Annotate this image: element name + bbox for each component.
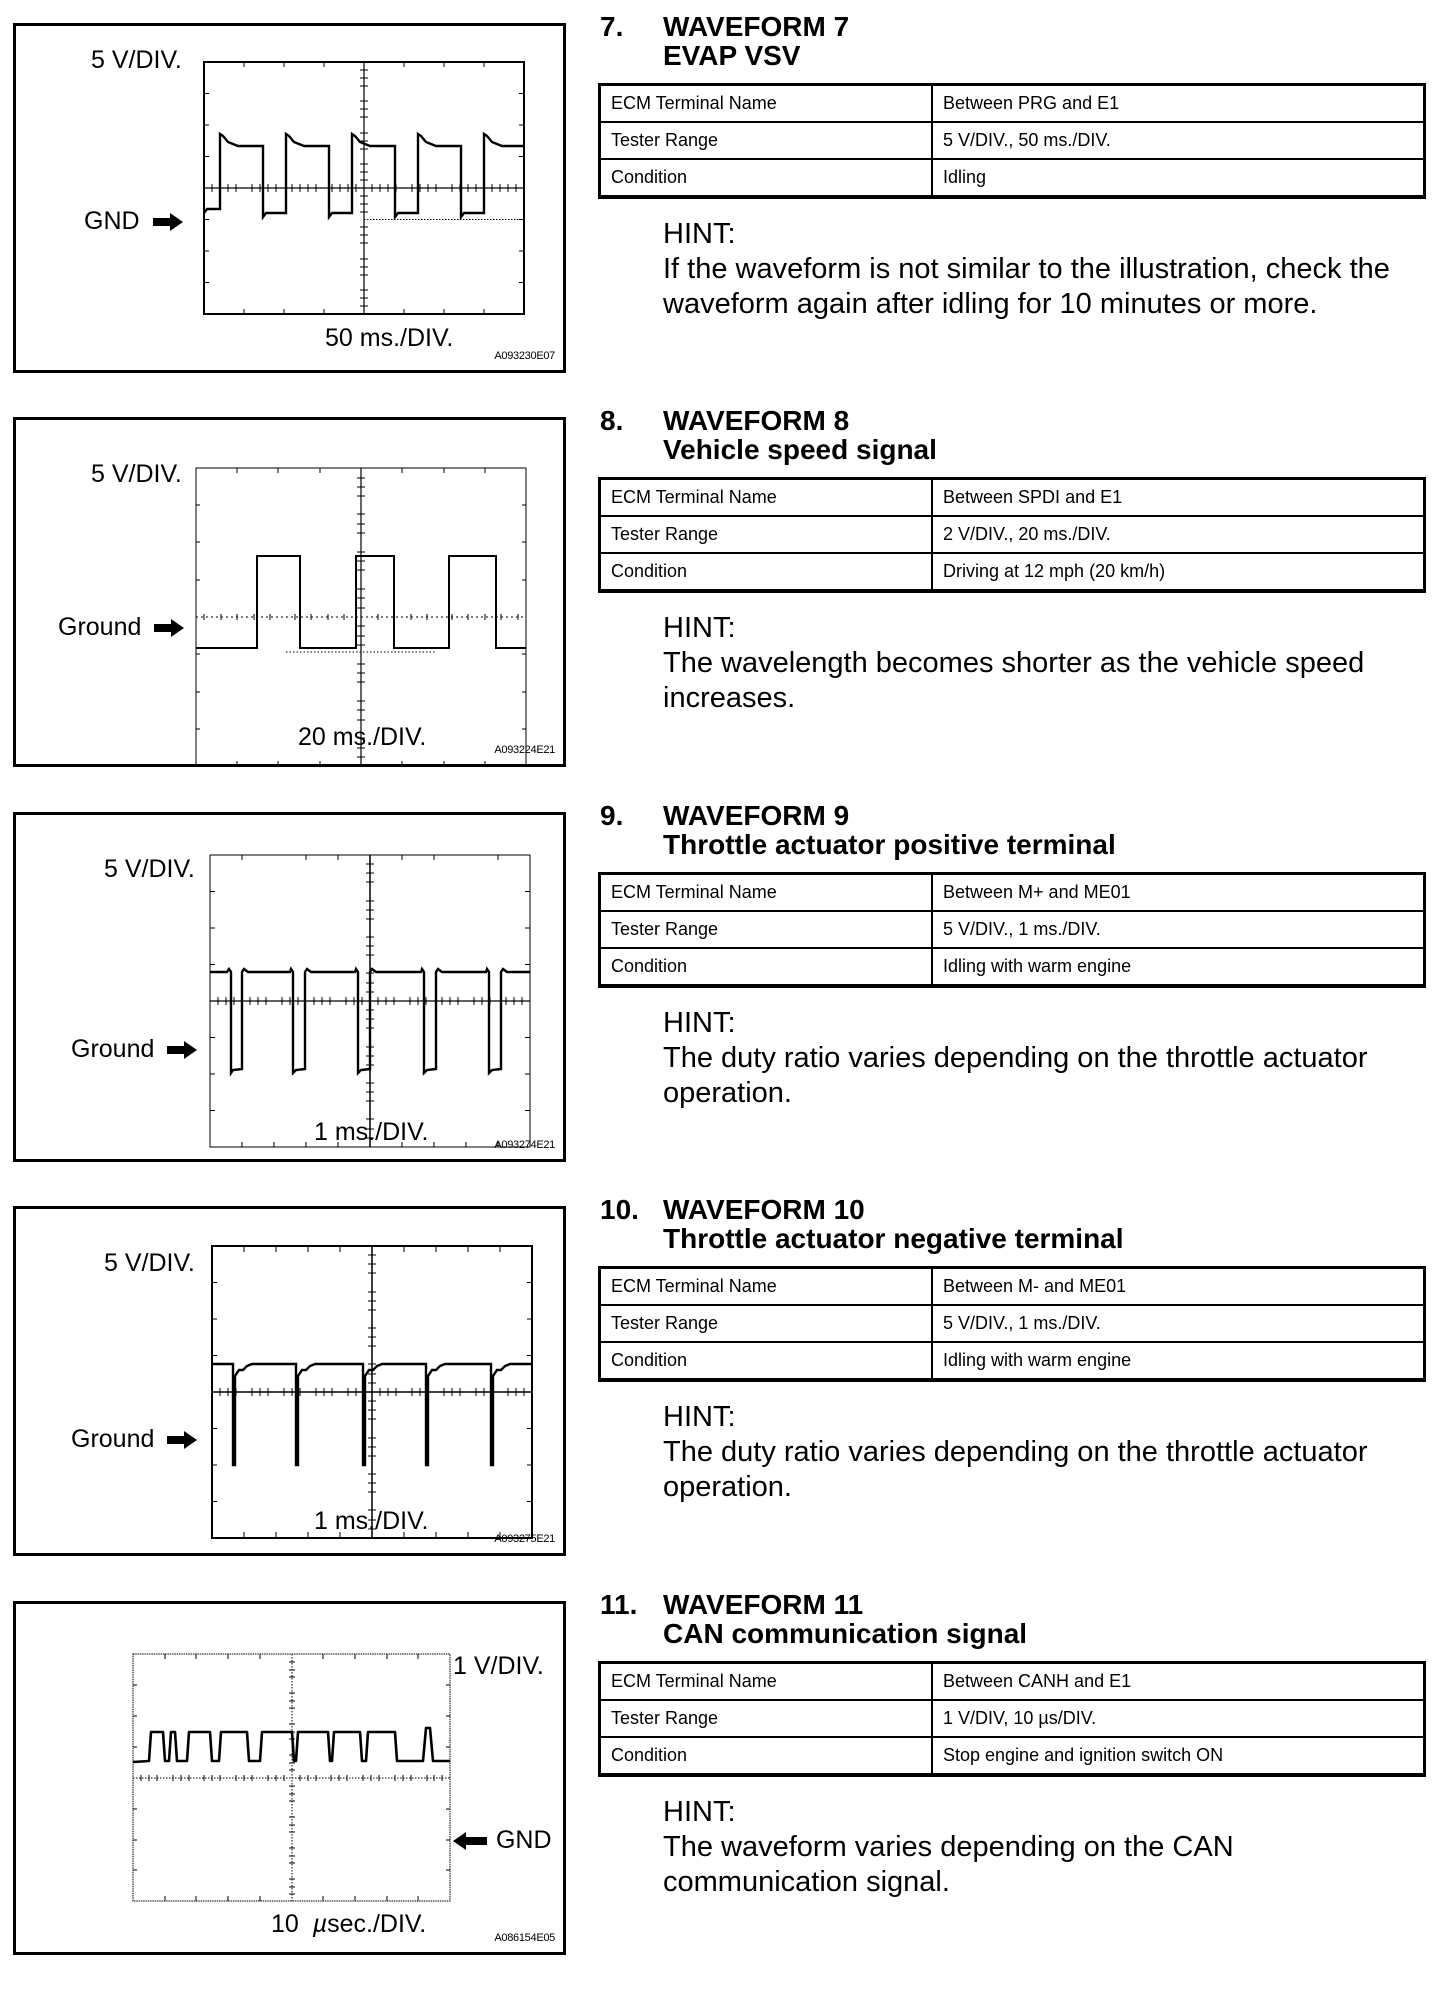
row-label: ECM Terminal Name xyxy=(600,479,933,517)
row-value: Between SPDI and E1 xyxy=(932,479,1425,517)
section-number: 7. xyxy=(600,11,624,42)
row-label: Tester Range xyxy=(600,1700,933,1737)
table-row xyxy=(600,159,1425,197)
ground-label-text: Ground xyxy=(71,1425,155,1453)
row-label: Tester Range xyxy=(600,122,933,159)
oscilloscope-plot xyxy=(203,61,525,315)
ground-label xyxy=(453,1828,552,1853)
figure-waveform-9 xyxy=(13,812,566,1162)
arrow-left-icon xyxy=(453,1832,487,1850)
section-subtitle: CAN communication signal xyxy=(663,1618,1028,1649)
ground-label xyxy=(71,1037,197,1062)
row-label: Condition xyxy=(600,1737,933,1775)
hint-label: HINT: xyxy=(663,612,736,644)
row-value: Between M+ and ME01 xyxy=(932,874,1425,912)
row-label: Condition xyxy=(600,1342,933,1380)
hint-block xyxy=(663,217,1423,322)
row-value: Between CANH and E1 xyxy=(932,1663,1425,1701)
ground-label xyxy=(71,1427,197,1452)
section-waveform-11 xyxy=(598,1589,1428,1898)
row-value: 5 V/DIV., 1 ms./DIV. xyxy=(932,911,1425,948)
section-subtitle: Throttle actuator negative terminal xyxy=(663,1223,1124,1254)
row-value: Idling with warm engine xyxy=(932,1342,1425,1380)
row-label: Tester Range xyxy=(600,516,933,553)
table-row xyxy=(600,1663,1425,1701)
section-title: WAVEFORM 9 xyxy=(663,800,850,831)
section-number: 11. xyxy=(600,1589,638,1620)
figure-code: A086154E05 xyxy=(494,1932,555,1944)
table-row xyxy=(600,1342,1425,1380)
ground-label-text: Ground xyxy=(71,1035,155,1063)
time-per-div-label: 20 ms./DIV. xyxy=(298,723,427,751)
volts-per-div-label: 5 V/DIV. xyxy=(91,46,182,74)
figure-code: A093224E21 xyxy=(494,744,555,756)
time-per-div-label xyxy=(271,1912,426,1937)
hint-text: The duty ratio varies depending on the throttle actuator operation. xyxy=(663,1042,1368,1109)
time-per-div-label: 1 ms./DIV. xyxy=(314,1118,429,1146)
row-value: Between M- and ME01 xyxy=(932,1268,1425,1306)
table-row xyxy=(600,1305,1425,1342)
oscilloscope-plot xyxy=(209,854,531,1148)
time-per-div-label: 50 ms./DIV. xyxy=(325,324,454,352)
section-subtitle: Vehicle speed signal xyxy=(663,434,937,465)
row-label: Tester Range xyxy=(600,1305,933,1342)
section-title: WAVEFORM 7 xyxy=(663,11,850,42)
figure-code: A093230E07 xyxy=(494,350,555,362)
row-value: Idling xyxy=(932,159,1425,197)
figure-code: A093274E21 xyxy=(494,1139,555,1151)
table-row xyxy=(600,85,1425,123)
row-label: Condition xyxy=(600,553,933,591)
row-label: Tester Range xyxy=(600,911,933,948)
mu-symbol: µ xyxy=(312,1910,328,1938)
hint-label: HINT: xyxy=(663,218,736,250)
figure-waveform-10 xyxy=(13,1206,566,1556)
spec-table xyxy=(598,1661,1426,1777)
table-row xyxy=(600,553,1425,591)
hint-label: HINT: xyxy=(663,1007,736,1039)
section-title: WAVEFORM 8 xyxy=(663,405,850,436)
row-label: Condition xyxy=(600,159,933,197)
table-row xyxy=(600,911,1425,948)
arrow-right-icon xyxy=(154,619,184,637)
row-value: 1 V/DIV, 10 µs/DIV. xyxy=(932,1700,1425,1737)
ground-label xyxy=(58,615,184,640)
row-label: ECM Terminal Name xyxy=(600,1663,933,1701)
table-row xyxy=(600,874,1425,912)
row-value: Between PRG and E1 xyxy=(932,85,1425,123)
row-value: 5 V/DIV., 50 ms./DIV. xyxy=(932,122,1425,159)
section-waveform-8 xyxy=(598,405,1428,714)
row-label: ECM Terminal Name xyxy=(600,874,933,912)
section-title: WAVEFORM 10 xyxy=(663,1194,865,1225)
ground-label-text: Ground xyxy=(58,613,142,641)
hint-block xyxy=(663,1006,1423,1111)
section-subtitle: EVAP VSV xyxy=(663,40,801,71)
oscilloscope-plot xyxy=(132,1653,451,1902)
figure-waveform-8 xyxy=(13,417,566,767)
volts-per-div-label: 1 V/DIV. xyxy=(453,1652,544,1680)
volts-per-div-label: 5 V/DIV. xyxy=(104,1249,195,1277)
arrow-right-icon xyxy=(153,213,183,231)
row-value: Driving at 12 mph (20 km/h) xyxy=(932,553,1425,591)
section-subtitle: Throttle actuator positive terminal xyxy=(663,829,1116,860)
hint-text: The duty ratio varies depending on the throttle actuator operation. xyxy=(663,1436,1368,1503)
table-row xyxy=(600,1268,1425,1306)
section-waveform-7 xyxy=(598,11,1428,320)
section-waveform-9 xyxy=(598,800,1428,1109)
section-heading xyxy=(598,801,1428,865)
table-row xyxy=(600,1737,1425,1775)
time-per-div-number: 10 xyxy=(271,1910,299,1938)
figure-code: A093275E21 xyxy=(494,1533,555,1545)
volts-per-div-label: 5 V/DIV. xyxy=(91,460,182,488)
section-heading xyxy=(598,1590,1428,1654)
ground-label xyxy=(84,209,183,234)
hint-label: HINT: xyxy=(663,1796,736,1828)
section-number: 10. xyxy=(600,1194,639,1225)
hint-block xyxy=(663,611,1423,716)
hint-label: HINT: xyxy=(663,1401,736,1433)
hint-text: The wavelength becomes shorter as the vehicle speed increases. xyxy=(663,647,1365,714)
table-row xyxy=(600,516,1425,553)
row-value: Idling with warm engine xyxy=(932,948,1425,986)
table-row xyxy=(600,948,1425,986)
arrow-right-icon xyxy=(167,1431,197,1449)
hint-text: If the waveform is not similar to the illustration, check the waveform again after idling for 10 minutes or more. xyxy=(663,253,1390,320)
arrow-right-icon xyxy=(167,1041,197,1059)
figure-waveform-7 xyxy=(13,23,566,373)
time-per-div-unit: sec./DIV. xyxy=(327,1910,427,1938)
hint-text: The waveform varies depending on the CAN communication signal. xyxy=(663,1831,1234,1898)
table-row xyxy=(600,1700,1425,1737)
section-title: WAVEFORM 11 xyxy=(663,1589,864,1620)
row-label: Condition xyxy=(600,948,933,986)
section-number: 8. xyxy=(600,405,624,436)
spec-table xyxy=(598,1266,1426,1382)
row-value: Stop engine and ignition switch ON xyxy=(932,1737,1425,1775)
row-value: 5 V/DIV., 1 ms./DIV. xyxy=(932,1305,1425,1342)
section-heading xyxy=(598,406,1428,470)
section-heading xyxy=(598,12,1428,76)
table-row xyxy=(600,479,1425,517)
ground-label-text: GND xyxy=(84,207,140,235)
time-per-div-label: 1 ms./DIV. xyxy=(314,1507,429,1535)
figure-waveform-11 xyxy=(13,1601,566,1955)
hint-block xyxy=(663,1400,1423,1505)
spec-table xyxy=(598,83,1426,199)
table-row xyxy=(600,122,1425,159)
row-label: ECM Terminal Name xyxy=(600,1268,933,1306)
hint-block xyxy=(663,1795,1423,1900)
spec-table xyxy=(598,477,1426,593)
oscilloscope-plot xyxy=(211,1245,533,1539)
ground-label-text: GND xyxy=(495,1826,552,1854)
row-label: ECM Terminal Name xyxy=(600,85,933,123)
section-number: 9. xyxy=(600,800,624,831)
spec-table xyxy=(598,872,1426,988)
section-heading xyxy=(598,1195,1428,1259)
row-value: 2 V/DIV., 20 ms./DIV. xyxy=(932,516,1425,553)
volts-per-div-label: 5 V/DIV. xyxy=(104,855,195,883)
section-waveform-10 xyxy=(598,1194,1428,1503)
